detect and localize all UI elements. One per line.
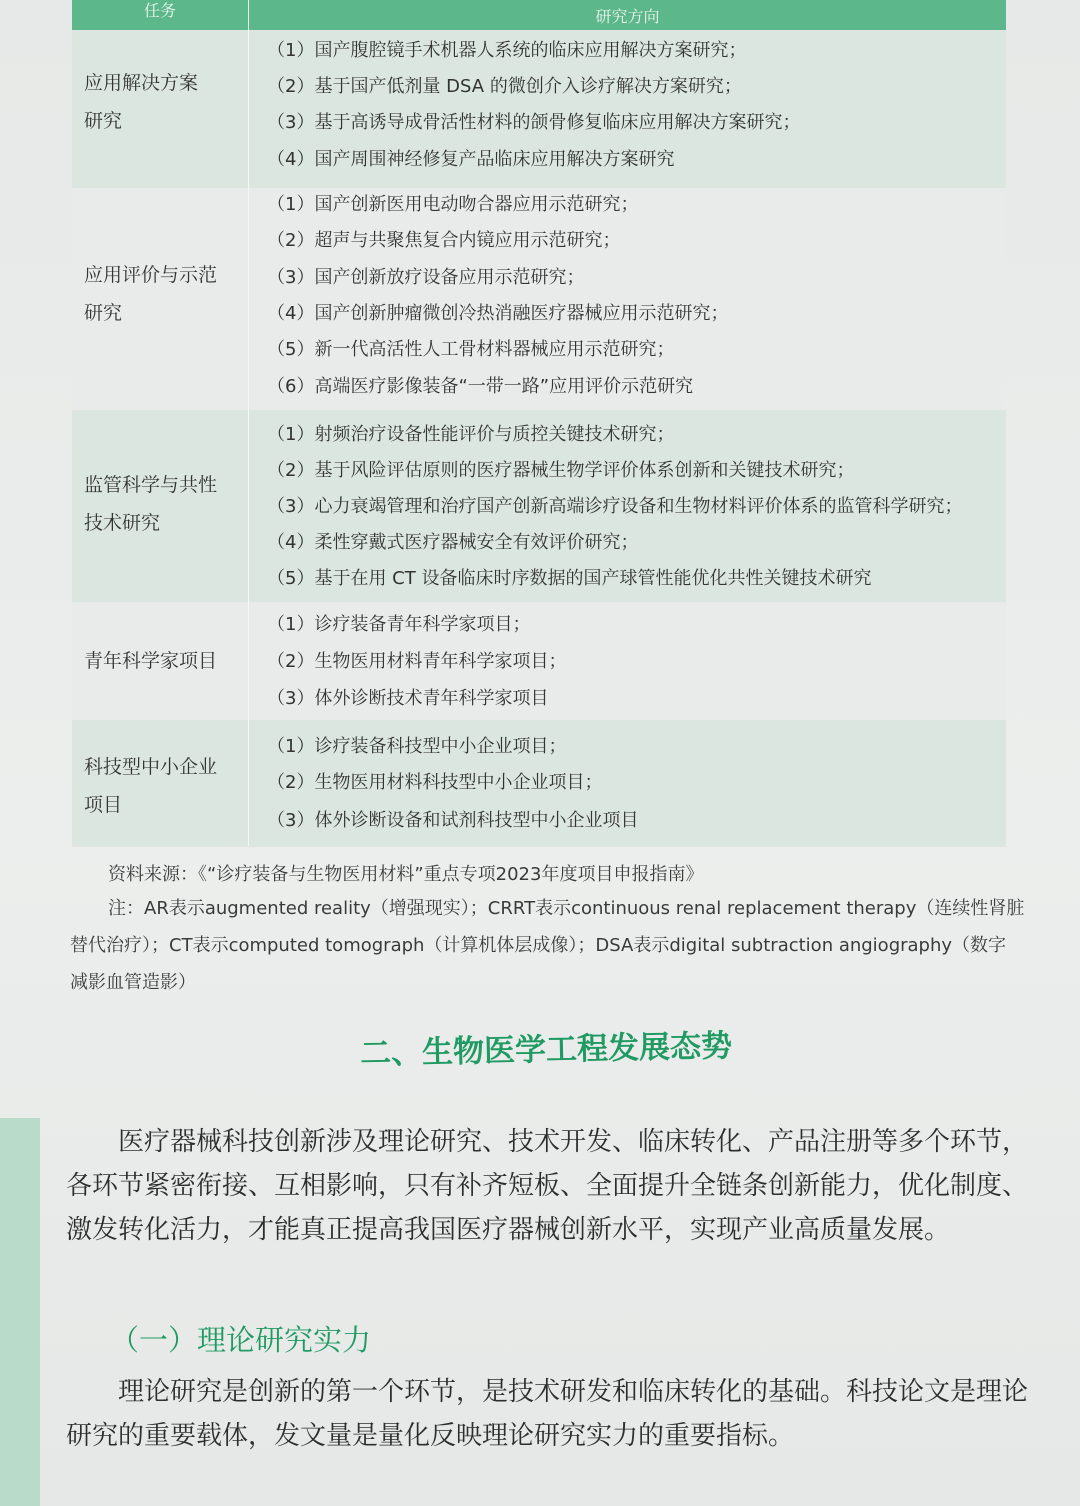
direction-item: （4）国产周围神经修复产品临床应用解决方案研究 [267,149,675,170]
task-label [84,64,244,140]
task-cell [72,410,249,602]
task-line: 技术研究 [84,512,161,534]
task-line: 应用评价与示范 [84,264,218,286]
note-line: 替代治疗）；CT表示computed tomograph（计算机体层成像）；DSA表示digital subtraction angiography（数字 [70,935,1007,956]
paragraph-line: 医疗器械科技创新涉及理论研究、技术开发、临床转化、产品注册等多个环节， [118,1127,1029,1157]
section-title: 二、生物医学工程发展态势 [359,1028,733,1072]
task-line: 科技型中小企业 [84,756,218,778]
paragraph-line: 激发转化活力，才能真正提高我国医疗器械创新水平，实现产业高质量发展。 [66,1215,951,1245]
task-cell [72,30,249,188]
direction-item: （5）基于在用 CT 设备临床时序数据的国产球管性能优化共性关键技术研究 [267,568,872,589]
direction-item: （2）超声与共聚焦复合内镜应用示范研究； [267,230,621,251]
table-row [72,720,1006,847]
research-table [72,0,1006,850]
table-note [70,890,1045,1001]
body-paragraph [66,1120,1056,1252]
note-line: 减影血管造影） [70,972,196,993]
task-cell [72,188,249,410]
direction-item: （3）心力衰竭管理和治疗国产创新高端诊疗设备和生物材料评价体系的监管科学研究； [267,496,963,517]
note-line: 注：AR表示augmented reality（增强现实）；CRRT表示continuous renal replacement therapy（连续性肾脏 [108,898,1025,919]
task-line: 应用解决方案 [84,72,199,94]
table-row [72,410,1006,603]
task-cell [72,602,249,720]
direction-item: （2）生物医用材料青年科学家项目； [267,651,567,672]
header-direction: 研究方向 [595,7,660,26]
direction-item: （5）新一代高活性人工骨材料器械应用示范研究； [267,339,675,360]
table-row [72,30,1006,189]
direction-item: （1）国产创新医用电动吻合器应用示范研究； [267,194,639,215]
paragraph-line: 研究的重要载体，发文量是量化反映理论研究实力的重要指标。 [66,1421,795,1451]
task-label [84,256,244,332]
direction-item: （1）射频治疗设备性能评价与质控关键技术研究； [267,424,675,445]
direction-item: （3）体外诊断设备和试剂科技型中小企业项目 [267,810,639,831]
table-row [72,188,1006,411]
task-label [84,748,244,824]
direction-item: （2）基于国产低剂量 DSA 的微创介入诊疗解决方案研究； [267,76,742,97]
direction-item: （2）基于风险评估原则的医疗器械生物学评价体系创新和关键技术研究； [267,460,855,481]
direction-item: （4）柔性穿戴式医疗器械安全有效评价研究； [267,532,639,553]
direction-item: （1）诊疗装备青年科学家项目； [267,614,531,635]
table-source: 资料来源：《“诊疗装备与生物医用材料”重点专项2023年度项目申报指南》 [108,864,704,885]
task-line: 研究 [84,302,123,324]
paragraph-line: 各环节紧密衔接、互相影响，只有补齐短板、全面提升全链条创新能力，优化制度、 [66,1171,1029,1201]
direction-item: （3）体外诊断技术青年科学家项目 [267,688,549,709]
task-line: 青年科学家项目 [84,650,218,672]
task-label [84,642,244,680]
table-header [72,0,1006,30]
task-line: 监管科学与共性 [84,474,218,496]
direction-item: （1）国产腹腔镜手术机器人系统的临床应用解决方案研究； [267,40,747,61]
task-line: 项目 [84,794,123,816]
direction-item: （1）诊疗装备科技型中小企业项目； [267,736,567,757]
subsection-title: （一）理论研究实力 [110,1323,372,1357]
direction-item: （3）基于高诱导成骨活性材料的颌骨修复临床应用解决方案研究； [267,112,801,133]
task-line: 研究 [84,110,123,132]
task-cell [72,720,249,846]
direction-item: （3）国产创新放疗设备应用示范研究； [267,267,585,288]
direction-item: （6）高端医疗影像装备“一带一路”应用评价示范研究 [267,376,694,397]
header-task: 任务 [72,0,249,30]
direction-item: （4）国产创新肿瘤微创冷热消融医疗器械应用示范研究； [267,303,729,324]
page-edge-band [0,1118,40,1506]
direction-item: （2）生物医用材料科技型中小企业项目； [267,772,603,793]
paragraph-line: 理论研究是创新的第一个环节，是技术研发和临床转化的基础。科技论文是理论 [118,1377,1029,1407]
body-paragraph [66,1370,1056,1458]
task-label [84,466,244,542]
table-row [72,602,1006,721]
